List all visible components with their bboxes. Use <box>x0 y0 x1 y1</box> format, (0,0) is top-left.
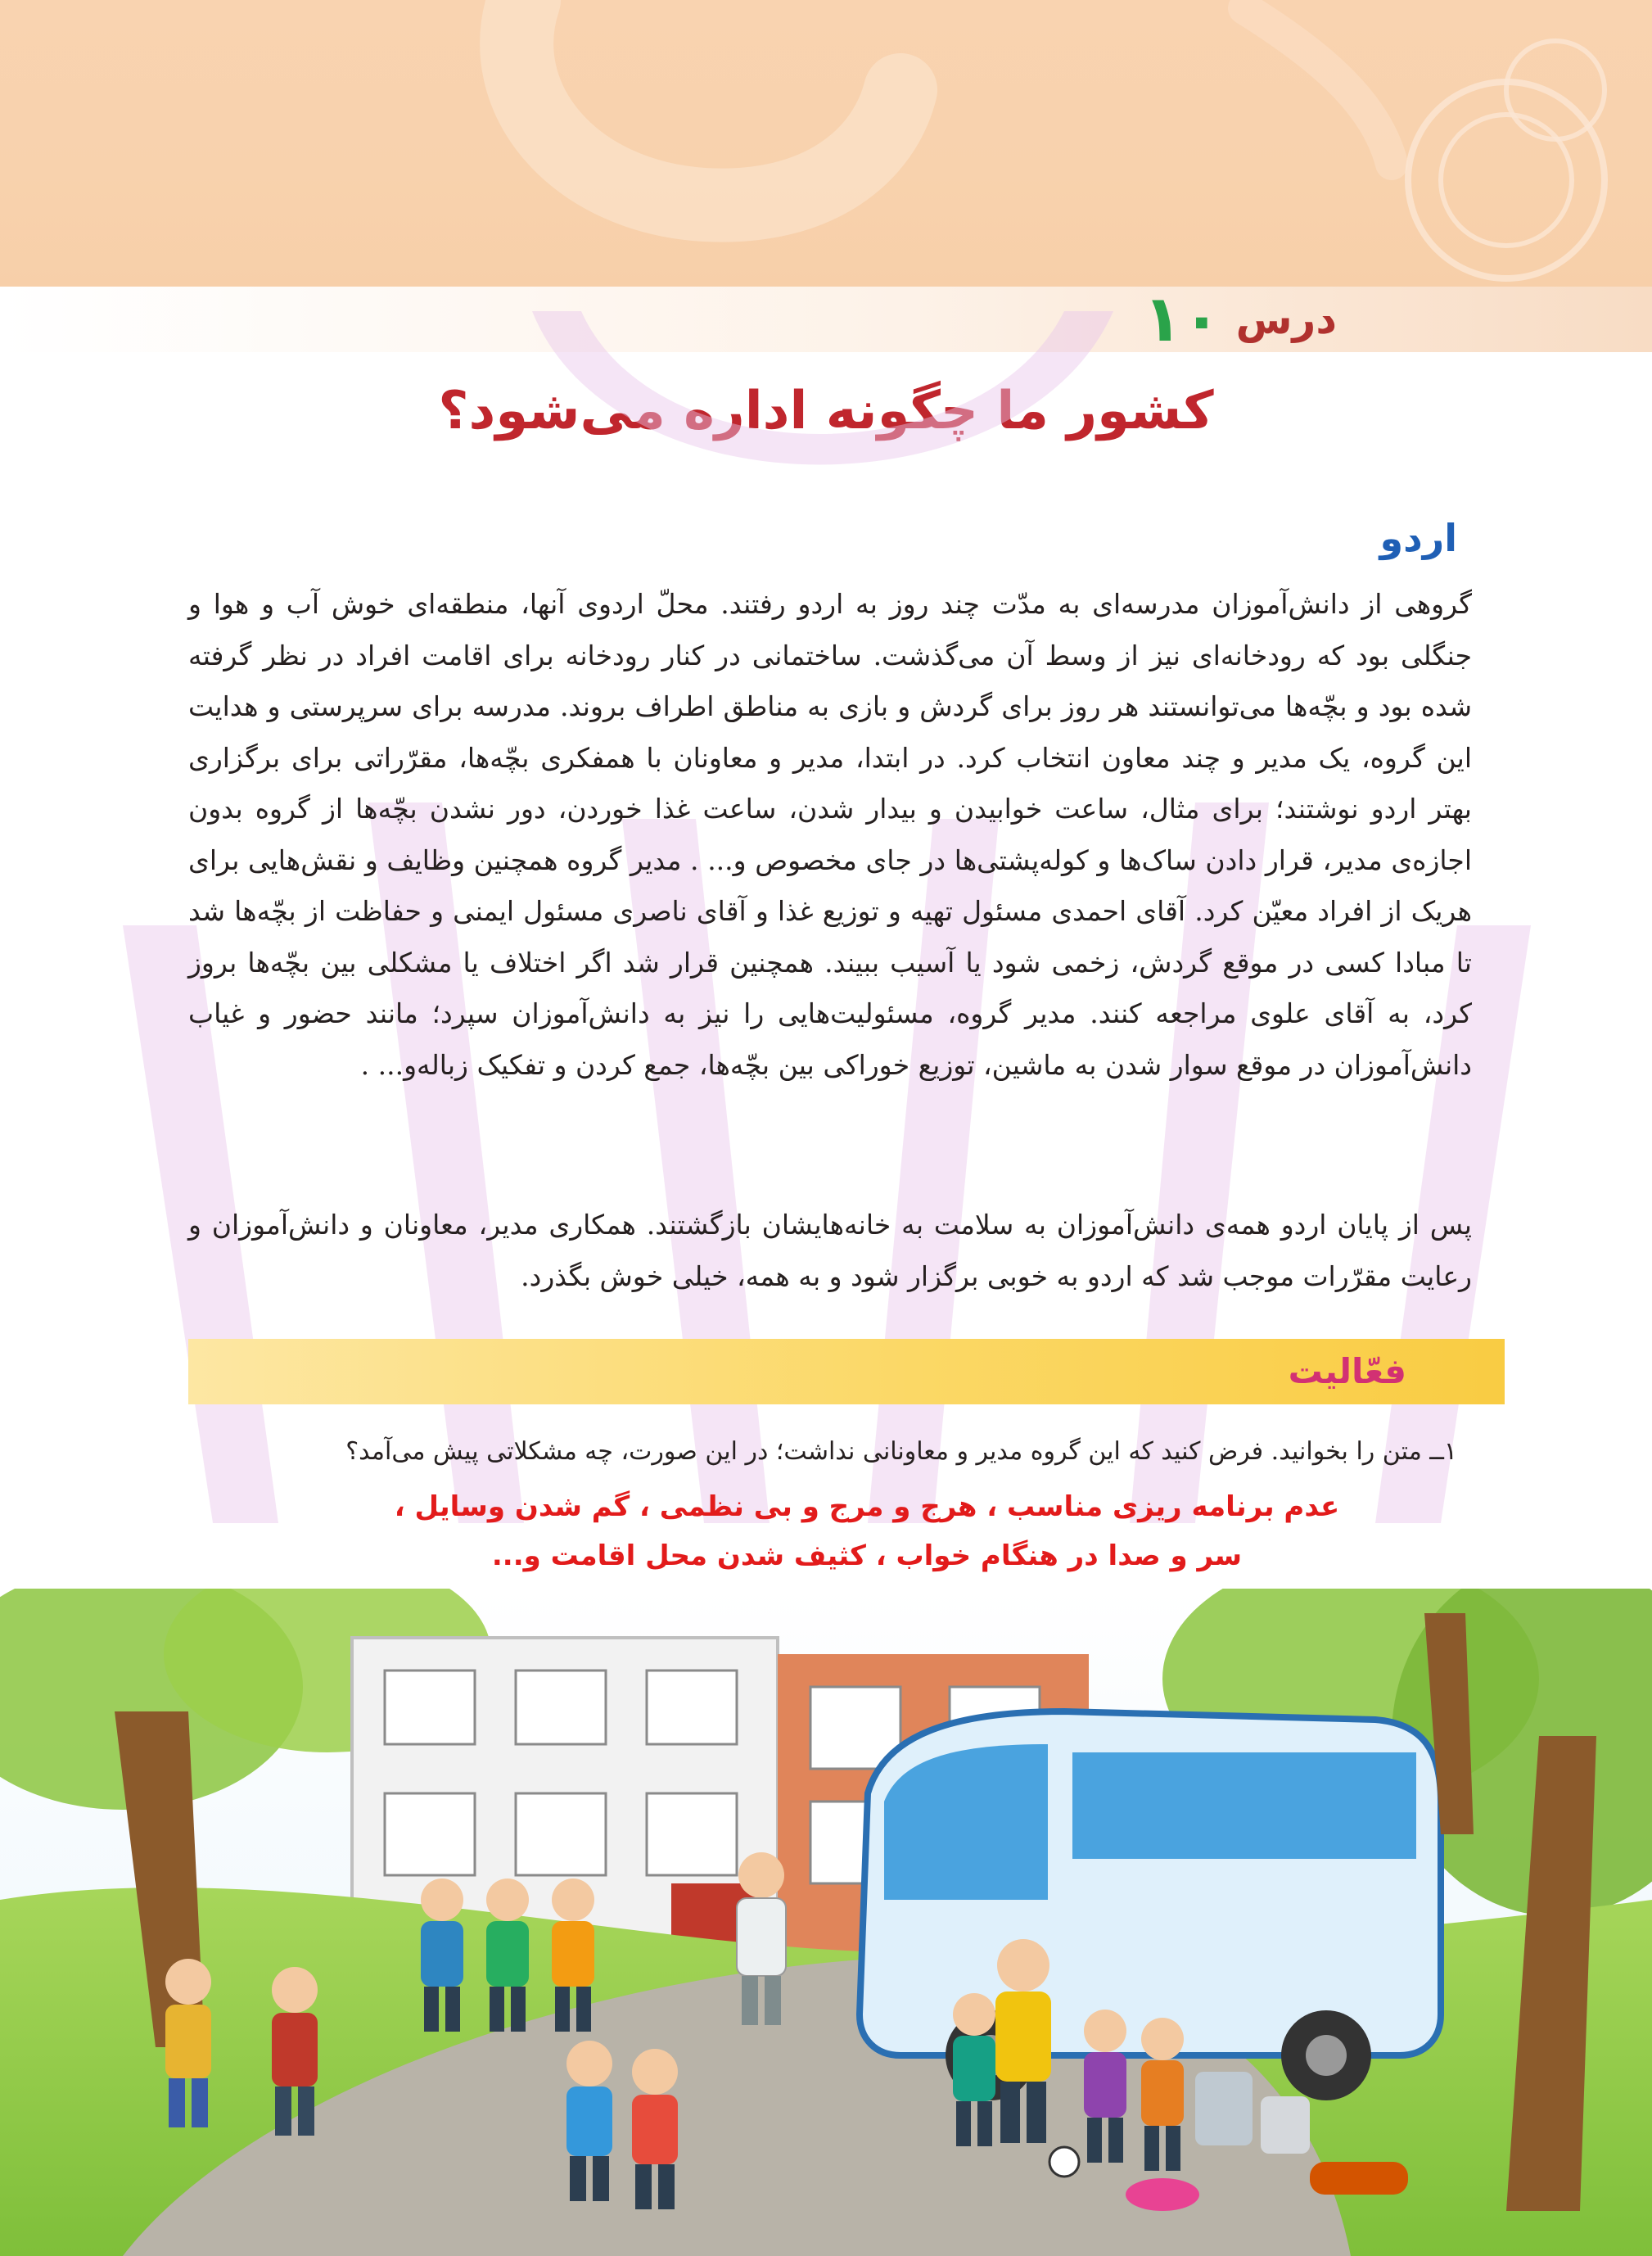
lesson-label <box>1143 283 1337 356</box>
lesson-label-text: درس <box>1235 296 1337 343</box>
page-title: کشور ما چگونه اداره می‌شود؟ <box>438 381 1214 441</box>
activity-question: ۱ــ متن را بخوانید. فرض کنید که این گروه مدیر و معاونانی نداشت؛ در این صورت، چه مشکلاتی پیش می‌آمد؟ <box>345 1437 1457 1466</box>
answer-line-2: سر و صدا در هنگام خواب ، کثیف شدن محل اقامت و... <box>491 1539 1243 1572</box>
paragraph-1: گروهی از دانش‌آموزان مدرسه‌ای به مدّت چند روز به اردو رفتند. محلّ اردوی آنها، منطقه‌ای خوش آب و هوا و جنگلی بود که رودخانه‌ای نیز از وسط آن می‌گذشت. ساختمانی در کنار رودخانه برای اقامت افراد در نظر گرفته شده بود و بچّه‌ها می‌توانستند هر روز برای گردش و بازی به مناطق اطراف بروند. مدرسه برای سرپرستی و هدایت این گروه، یک مدیر و چند معاون انتخاب کرد. در ابتدا، مدیر و معاونان با همفکری بچّه‌ها، مقرّراتی برای برگزاری بهتر اردو نوشتند؛ برای مثال، ساعت خوابیدن و بیدار شدن، ساعت غذا خوردن، دور نشدن بچّه‌ها از گروه بدون اجازه‌ی مدیر، قرار دادن ساک‌ها و کوله‌پشتی‌ها در جای مخصوص و... . مدیر گروه همچنین وظایف و نقش‌هایی برای هریک از افراد معیّن کرد. آقای احمدی مسئول تهیه و توزیع غذا و آقای ناصری مسئول ایمنی و حفاظت از بچّه‌ها شد تا مبادا کسی در موقع گردش، زخمی شود یا آسیب ببیند. همچنین قرار شد اگر اختلاف یا مشکلی بین بچّه‌ها بروز کرد، به آقای علوی مراجعه کنند. مدیر گروه، مسئولیت‌هایی را نیز به دانش‌آموزان سپرد؛ مانند حضور و غیاب دانش‌آموزان در موقع سوار شدن به ماشین، توزیع خوراکی بین بچّه‌ها، جمع کردن و تفکیک زباله‌و... . <box>188 588 1472 1081</box>
school-camp-bus-illustration-icon <box>0 1589 1652 2256</box>
lesson-number: ۱۰ <box>1143 283 1221 356</box>
lesson-strip <box>0 287 1652 352</box>
paragraph-2: پس از پایان اردو همه‌ی دانش‌آموزان به سلامت به خانه‌هایشان بازگشتند. همکاری مدیر، معاونان و دانش‌آموزان و رعایت مقرّرات موجب شد که اردو به خوبی برگزار شود و به همه، خیلی خوش بگذرد. <box>188 1209 1472 1292</box>
section-heading: اردو <box>1379 516 1457 560</box>
header-ornament-icon <box>0 0 1652 287</box>
answer-line-1: عدم برنامه ریزی مناسب ، هرج و مرج و بی نظمی ، گم شدن وسایل ، <box>394 1490 1340 1523</box>
activity-title: فعّالیت <box>1288 1351 1406 1391</box>
